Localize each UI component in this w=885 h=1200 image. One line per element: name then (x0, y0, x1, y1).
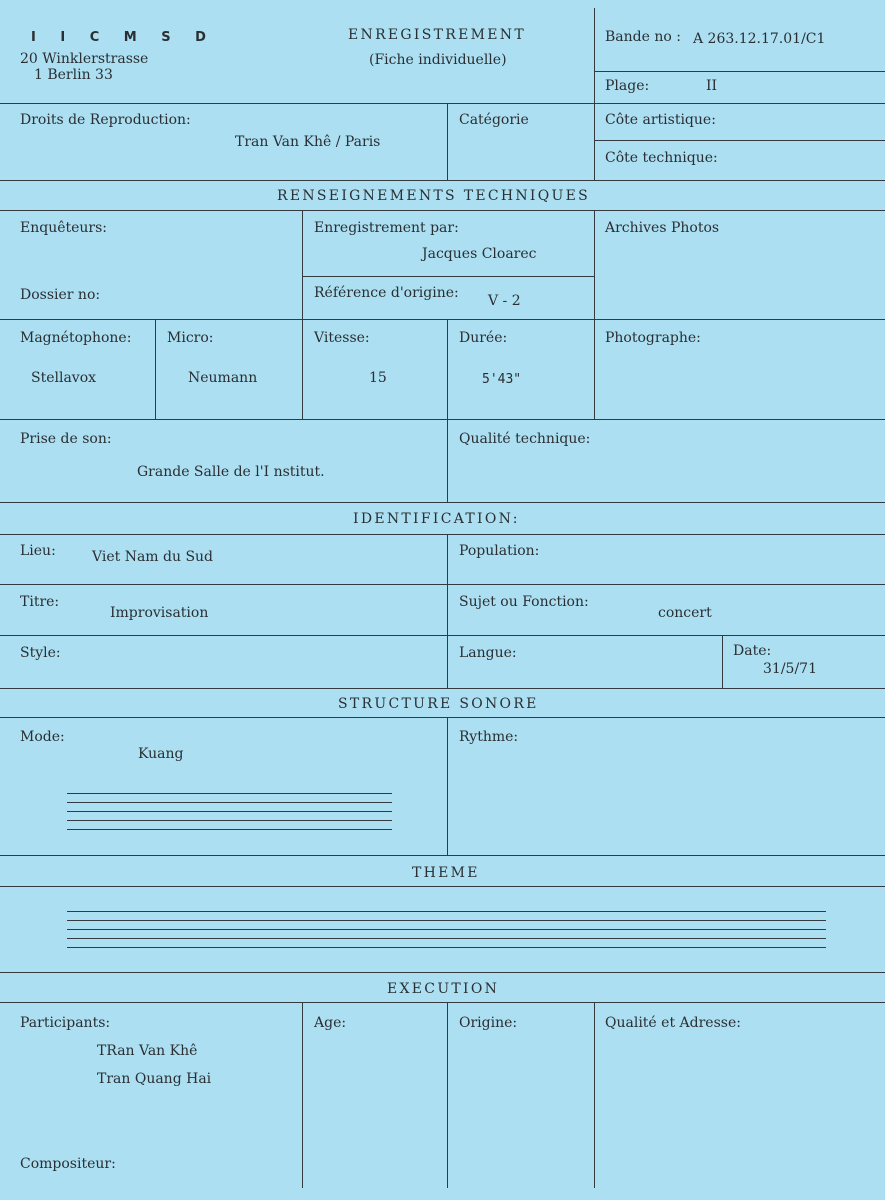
section-heading: THEME (412, 865, 480, 881)
droits-label: Droits de Reproduction: (20, 112, 191, 128)
rule (302, 276, 594, 277)
droits-value: Tran Van Khê / Paris (235, 134, 381, 150)
participant-name: Tran Quang Hai (97, 1071, 212, 1087)
micro-label: Micro: (167, 330, 214, 346)
reference-label: Référence d'origine: (314, 285, 459, 301)
staff-line (67, 820, 392, 821)
bande-value: A 263.12.17.01/C1 (693, 31, 826, 47)
staff-line (67, 811, 392, 812)
section-heading: STRUCTURE SONORE (338, 696, 539, 712)
date-label: Date: (733, 643, 772, 659)
form-subtitle: (Fiche individuelle) (369, 52, 507, 68)
participants-label: Participants: (20, 1015, 111, 1031)
vitesse-label: Vitesse: (314, 330, 370, 346)
rule (722, 635, 723, 688)
titre-label: Titre: (20, 594, 60, 610)
rule (594, 103, 595, 180)
staff-line (67, 829, 392, 830)
rule (0, 688, 885, 689)
vitesse-value: 15 (369, 370, 387, 386)
rule (447, 103, 448, 180)
bande-label: Bande no : (605, 29, 681, 45)
rule (302, 1002, 303, 1188)
population-label: Population: (459, 543, 540, 559)
lieu-value: Viet Nam du Sud (92, 549, 214, 565)
rule (0, 584, 885, 585)
staff-line (67, 793, 392, 794)
cote-artistique-label: Côte artistique: (605, 112, 716, 128)
rule (0, 635, 885, 636)
reference-value: V - 2 (488, 293, 521, 309)
staff-line (67, 911, 826, 912)
rule (594, 8, 595, 103)
photographe-label: Photographe: (605, 330, 701, 346)
prise-value: Grande Salle de l'I nstitut. (137, 464, 325, 480)
rule (447, 1002, 448, 1188)
sujet-value: concert (658, 605, 712, 621)
magnetophone-label: Magnétophone: (20, 330, 132, 346)
section-heading: RENSEIGNEMENTS TECHNIQUES (277, 188, 591, 204)
titre-value: Improvisation (110, 605, 209, 621)
magnetophone-value: Stellavox (31, 370, 97, 386)
dossier-label: Dossier no: (20, 287, 101, 303)
micro-value: Neumann (188, 370, 258, 386)
rule (594, 71, 885, 72)
rule (0, 886, 885, 887)
mode-label: Mode: (20, 729, 65, 745)
rule (447, 534, 448, 688)
rythme-label: Rythme: (459, 729, 519, 745)
sujet-label: Sujet ou Fonction: (459, 594, 589, 610)
staff-line (67, 929, 826, 930)
rule (447, 717, 448, 855)
rule (0, 103, 885, 104)
section-heading: IDENTIFICATION: (353, 511, 520, 527)
rule (0, 502, 885, 503)
rule (302, 210, 303, 419)
rule (0, 1002, 885, 1003)
org-logo: I I C M S D (31, 30, 216, 45)
lieu-label: Lieu: (20, 543, 56, 559)
langue-label: Langue: (459, 645, 517, 661)
archives-photos-label: Archives Photos (605, 220, 720, 236)
address-line: 1 Berlin 33 (34, 67, 113, 83)
date-value: 31/5/71 (763, 661, 817, 677)
enqueteurs-label: Enquêteurs: (20, 220, 108, 236)
rule (0, 319, 885, 320)
plage-value: II (706, 78, 718, 94)
prise-label: Prise de son: (20, 431, 112, 447)
rule (0, 534, 885, 535)
duree-label: Durée: (459, 330, 508, 346)
section-heading: EXECUTION (387, 981, 500, 997)
enregistrement-par-label: Enregistrement par: (314, 220, 459, 236)
plage-label: Plage: (605, 78, 650, 94)
qualite-adresse-label: Qualité et Adresse: (605, 1015, 741, 1031)
compositeur-label: Compositeur: (20, 1156, 116, 1172)
rule (594, 1002, 595, 1188)
rule (0, 419, 885, 420)
categorie-label: Catégorie (459, 112, 529, 128)
rule (447, 319, 448, 502)
enregistrement-par-value: Jacques Cloarec (422, 246, 537, 262)
rule (594, 210, 595, 419)
style-label: Style: (20, 645, 61, 661)
staff-line (67, 947, 826, 948)
participant-name: TRan Van Khê (97, 1043, 198, 1059)
rule (155, 319, 156, 419)
rule (0, 855, 885, 856)
rule (0, 210, 885, 211)
mode-value: Kuang (138, 746, 184, 762)
origine-label: Origine: (459, 1015, 518, 1031)
qualite-label: Qualité technique: (459, 431, 591, 447)
rule (0, 972, 885, 973)
staff-line (67, 920, 826, 921)
staff-line (67, 802, 392, 803)
address-line: 20 Winklerstrasse (20, 51, 149, 67)
duree-value: 5'43" (482, 372, 522, 387)
rule (594, 140, 885, 141)
form-title: ENREGISTREMENT (348, 27, 526, 43)
cote-technique-label: Côte technique: (605, 150, 718, 166)
rule (0, 180, 885, 181)
staff-line (67, 938, 826, 939)
rule (0, 717, 885, 718)
age-label: Age: (314, 1015, 347, 1031)
